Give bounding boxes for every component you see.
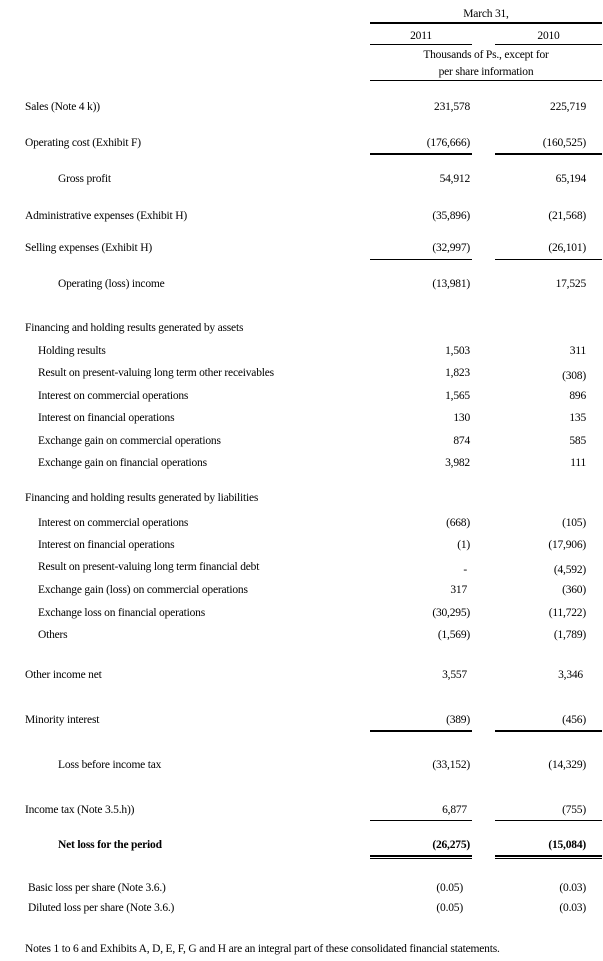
minority-interest-label: Minority interest (25, 714, 100, 726)
assets-item-label: Holding results (38, 345, 106, 357)
liabilities-item-2010: (105) (562, 517, 586, 529)
net-loss-2010: (15,084) (548, 839, 586, 851)
liabilities-item-2011: - (463, 564, 467, 576)
liabilities-item-2011: (1,569) (437, 629, 470, 641)
basic-loss-per-share-label: Basic loss per share (Note 3.6.) (28, 882, 166, 894)
subtotal-rule (370, 259, 472, 260)
liabilities-item-2010: (4,592) (553, 564, 586, 576)
liabilities-item-label: Result on present-valuing long term financial debt (38, 561, 260, 573)
liabilities-item-2010: (11,722) (548, 607, 586, 619)
year-2011-header: 2011 (410, 30, 432, 42)
assets-item-label: Interest on financial operations (38, 412, 175, 424)
operating-income-2010: 17,525 (555, 278, 586, 290)
minority-interest-2010: (456) (562, 714, 586, 726)
subtotal-rule (370, 153, 472, 155)
loss-before-tax-2010: (14,329) (548, 759, 586, 771)
minority-interest-2011: (389) (446, 714, 470, 726)
operating-cost-label: Operating cost (Exhibit F) (25, 137, 141, 149)
other-income-2010: 3,346 (558, 669, 583, 681)
operating-cost-2011: (176,666) (426, 137, 470, 149)
period-header: March 31, (463, 8, 509, 20)
selling-expenses-2010: (26,101) (548, 242, 586, 254)
subtotal-rule (370, 730, 472, 732)
income-tax-2011: 6,877 (442, 804, 467, 816)
header-rule (370, 22, 602, 24)
assets-item-2010: 896 (569, 390, 586, 402)
assets-item-label: Result on present-valuing long term other receivables (38, 367, 274, 379)
assets-item-label: Exchange gain on financial operations (38, 457, 207, 469)
liabilities-item-2010: (17,906) (548, 539, 586, 551)
assets-item-2011: 874 (453, 435, 470, 447)
double-rule (370, 855, 472, 857)
assets-item-2010: 111 (570, 457, 586, 469)
liabilities-item-label: Interest on financial operations (38, 539, 175, 551)
year-2011-rule (370, 44, 472, 45)
liabilities-item-2011: (1) (457, 539, 470, 551)
double-rule (495, 858, 602, 859)
year-2010-rule (495, 44, 602, 45)
operating-income-label: Operating (loss) income (58, 278, 165, 290)
year-2010-header: 2010 (537, 30, 560, 42)
admin-expenses-label: Administrative expenses (Exhibit H) (25, 210, 187, 222)
income-tax-label: Income tax (Note 3.5.h)) (25, 804, 135, 816)
other-income-2011: 3,557 (442, 669, 467, 681)
gross-profit-label: Gross profit (58, 173, 111, 185)
admin-expenses-2011: (35,896) (432, 210, 470, 222)
units-rule (370, 80, 602, 81)
units-line1: Thousands of Ps., except for (423, 49, 549, 61)
subtotal-rule (495, 820, 602, 821)
diluted-loss-per-share-2011: (0.05) (436, 902, 463, 914)
liabilities-item-2011: (30,295) (432, 607, 470, 619)
gross-profit-2010: 65,194 (555, 173, 586, 185)
liabilities-item-2010: (1,789) (553, 629, 586, 641)
basic-loss-per-share-2010: (0.03) (559, 882, 586, 894)
assets-item-2011: 1,823 (445, 367, 470, 379)
subtotal-rule (370, 820, 472, 821)
net-loss-label: Net loss for the period (58, 839, 162, 851)
assets-item-2010: 585 (569, 435, 586, 447)
liabilities-item-label: Exchange gain (loss) on commercial operations (38, 584, 248, 596)
sales-2011: 231,578 (434, 101, 470, 113)
units-line2: per share information (438, 66, 534, 78)
operating-cost-2010: (160,525) (542, 137, 586, 149)
assets-item-2010: 311 (569, 345, 586, 357)
net-loss-2011: (26,275) (432, 839, 470, 851)
liabilities-item-2011: (668) (446, 517, 470, 529)
subtotal-rule (495, 730, 602, 732)
double-rule (495, 855, 602, 857)
assets-item-label: Interest on commercial operations (38, 390, 189, 402)
liabilities-item-2011: 317 (450, 584, 467, 596)
liabilities-section-title: Financing and holding results generated by liabilities (25, 492, 259, 504)
assets-item-label: Exchange gain on commercial operations (38, 435, 221, 447)
liabilities-item-label: Interest on commercial operations (38, 517, 189, 529)
footnote: Notes 1 to 6 and Exhibits A, D, E, F, G and H are an integral part of these consolidated financial statements. (25, 943, 500, 955)
loss-before-tax-2011: (33,152) (432, 759, 470, 771)
assets-item-2010: 135 (569, 412, 586, 424)
assets-item-2010: (308) (562, 370, 586, 382)
selling-expenses-2011: (32,997) (432, 242, 470, 254)
selling-expenses-label: Selling expenses (Exhibit H) (25, 242, 152, 254)
assets-item-2011: 3,982 (445, 457, 470, 469)
sales-2010: 225,719 (550, 101, 586, 113)
operating-income-2011: (13,981) (432, 278, 470, 290)
assets-item-2011: 1,565 (445, 390, 470, 402)
liabilities-item-2010: (360) (562, 584, 586, 596)
basic-loss-per-share-2011: (0.05) (436, 882, 463, 894)
assets-item-2011: 1,503 (445, 345, 470, 357)
liabilities-item-label: Exchange loss on financial operations (38, 607, 205, 619)
gross-profit-2011: 54,912 (439, 173, 470, 185)
loss-before-tax-label: Loss before income tax (58, 759, 162, 771)
other-income-label: Other income net (25, 669, 102, 681)
diluted-loss-per-share-2010: (0.03) (559, 902, 586, 914)
admin-expenses-2010: (21,568) (548, 210, 586, 222)
subtotal-rule (495, 259, 602, 260)
liabilities-item-label: Others (38, 629, 68, 641)
sales-label: Sales (Note 4 k)) (25, 101, 100, 113)
subtotal-rule (495, 153, 602, 155)
assets-item-2011: 130 (453, 412, 470, 424)
double-rule (370, 858, 472, 859)
diluted-loss-per-share-label: Diluted loss per share (Note 3.6.) (28, 902, 175, 914)
income-tax-2010: (755) (562, 804, 586, 816)
assets-section-title: Financing and holding results generated by assets (25, 322, 244, 334)
